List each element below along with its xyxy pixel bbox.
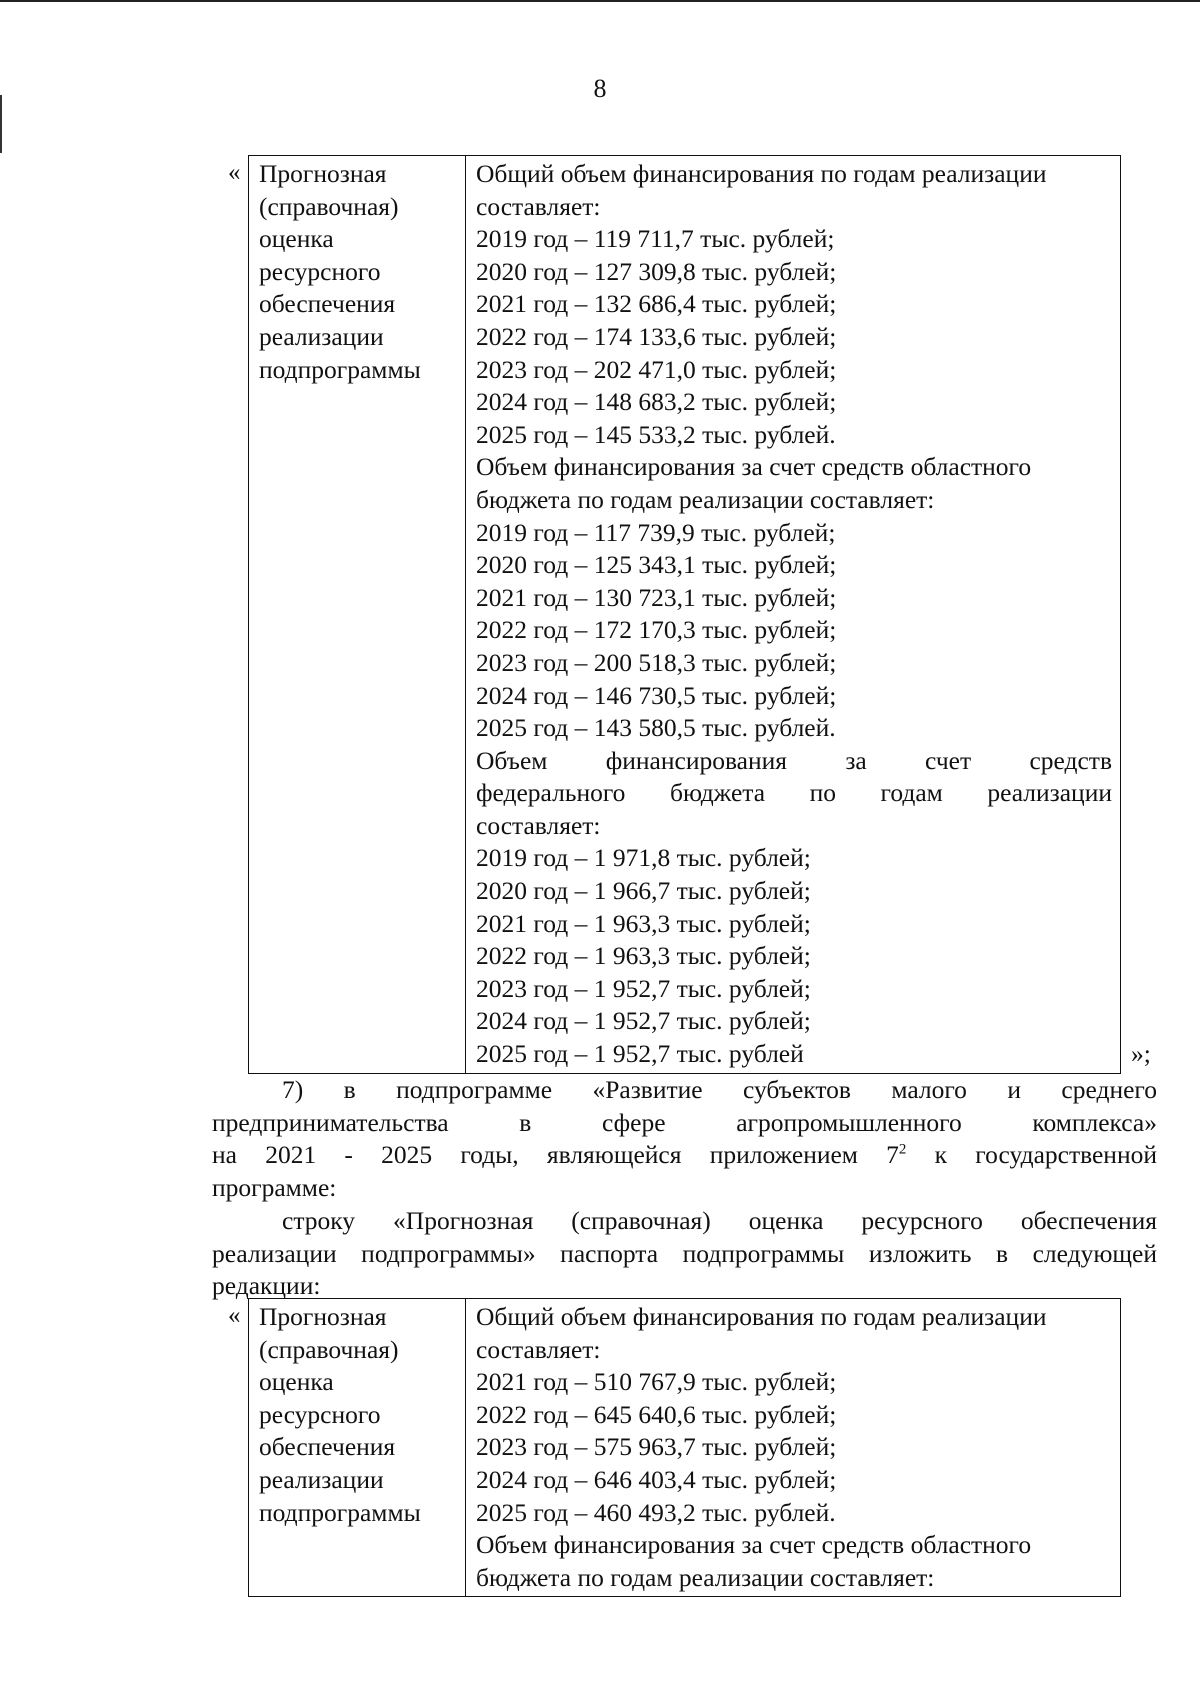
text-fragment: к государственной bbox=[906, 1140, 1157, 1170]
paragraph-line: строку «Прогнозная (справочная) оценка ресурсного обеспечения bbox=[282, 1206, 1157, 1235]
content-line: 2023 год – 202 471,0 тыс. рублей; bbox=[476, 354, 837, 384]
label-line: (справочная) bbox=[259, 191, 399, 221]
content-line: 2025 год – 460 493,2 тыс. рублей. bbox=[476, 1497, 836, 1527]
paragraph-item-7 bbox=[212, 1074, 1157, 1204]
resource-estimate-table-2 bbox=[248, 1298, 1121, 1597]
scan-edge bbox=[0, 0, 1200, 2]
content-line: составляет: bbox=[476, 191, 601, 221]
content-line: 2019 год – 1 971,8 тыс. рублей; bbox=[476, 843, 811, 873]
table-row bbox=[249, 1299, 1121, 1597]
content-line: Общий объем финансирования по годам реализации bbox=[476, 1302, 1047, 1331]
label-line: подпрограммы bbox=[259, 354, 421, 384]
content-line: 2022 год – 174 133,6 тыс. рублей; bbox=[476, 321, 837, 351]
content-line: 2025 год – 1 952,7 тыс. рублей bbox=[476, 1039, 804, 1069]
content-line: федерального бюджета по годам реализации bbox=[476, 778, 1112, 808]
page-number: 8 bbox=[593, 74, 607, 103]
label-line: подпрограммы bbox=[259, 1497, 421, 1527]
content-line: Объем финансирования за счет средств областного bbox=[476, 452, 1032, 482]
open-quote: « bbox=[228, 159, 241, 186]
row-content-cell bbox=[466, 1299, 1121, 1597]
content-line: 2024 год – 646 403,4 тыс. рублей; bbox=[476, 1464, 837, 1494]
label-line: Прогнозная bbox=[259, 159, 387, 188]
text-fragment: на 2021 - 2025 годы, являющейся приложением 7 bbox=[212, 1140, 899, 1170]
content-line: 2020 год – 125 343,1 тыс. рублей; bbox=[476, 550, 837, 580]
row-content-cell bbox=[466, 156, 1121, 1074]
close-quote: »; bbox=[1131, 1039, 1151, 1068]
superscript: 2 bbox=[898, 1141, 907, 1158]
label-line: обеспечения bbox=[259, 289, 396, 319]
content-line: составляет: bbox=[476, 1334, 601, 1364]
label-line: ресурсного bbox=[259, 1399, 381, 1429]
content-line: Объем финансирования за счет средств областного bbox=[476, 1530, 1032, 1560]
content-line: 2023 год – 200 518,3 тыс. рублей; bbox=[476, 647, 837, 677]
label-line: реализации bbox=[259, 321, 384, 351]
content-line: 2022 год – 172 170,3 тыс. рублей; bbox=[476, 615, 837, 645]
content-line: 2024 год – 1 952,7 тыс. рублей; bbox=[476, 1006, 811, 1036]
resource-estimate-table-1 bbox=[248, 155, 1121, 1074]
label-line: оценка bbox=[259, 1367, 334, 1397]
content-line: 2022 год – 645 640,6 тыс. рублей; bbox=[476, 1399, 837, 1429]
row-label-cell bbox=[249, 156, 466, 1074]
label-line: ресурсного bbox=[259, 256, 381, 286]
content-line: 2019 год – 117 739,9 тыс. рублей; bbox=[476, 517, 836, 547]
label-line: обеспечения bbox=[259, 1432, 396, 1462]
paragraph-line: программе: bbox=[212, 1172, 337, 1202]
content-line: 2021 год – 132 686,4 тыс. рублей; bbox=[476, 289, 837, 319]
content-line: 2020 год – 127 309,8 тыс. рублей; bbox=[476, 256, 837, 286]
paragraph-line: редакции: bbox=[212, 1271, 321, 1301]
content-line: бюджета по годам реализации составляет: bbox=[476, 1562, 935, 1592]
open-quote: « bbox=[228, 1302, 241, 1329]
content-line: 2020 год – 1 966,7 тыс. рублей; bbox=[476, 876, 811, 906]
label-line: реализации bbox=[259, 1464, 384, 1494]
content-line: 2023 год – 1 952,7 тыс. рублей; bbox=[476, 973, 811, 1003]
paragraph-line: реализации подпрограммы» паспорта подпрограммы изложить в следующей bbox=[212, 1238, 1157, 1268]
content-line: 2019 год – 119 711,7 тыс. рублей; bbox=[476, 224, 835, 254]
content-line: Общий объем финансирования по годам реализации bbox=[476, 159, 1047, 188]
paragraph-line: предпринимательства в сфере агропромышленного комплекса» bbox=[212, 1107, 1157, 1137]
row-label-cell bbox=[249, 1299, 466, 1597]
content-line: 2025 год – 143 580,5 тыс. рублей. bbox=[476, 713, 836, 743]
paragraph-line bbox=[212, 1139, 1157, 1172]
content-line: 2025 год – 145 533,2 тыс. рублей. bbox=[476, 419, 836, 449]
content-line: 2024 год – 148 683,2 тыс. рублей; bbox=[476, 387, 837, 417]
content-line: 2023 год – 575 963,7 тыс. рублей; bbox=[476, 1432, 837, 1462]
content-line: Объем финансирования за счет средств bbox=[476, 745, 1112, 775]
table-row bbox=[249, 156, 1121, 1074]
content-line: 2021 год – 510 767,9 тыс. рублей; bbox=[476, 1367, 837, 1397]
content-line: 2022 год – 1 963,3 тыс. рублей; bbox=[476, 941, 811, 971]
label-line: оценка bbox=[259, 224, 334, 254]
content-line: бюджета по годам реализации составляет: bbox=[476, 484, 935, 514]
paragraph-line: 7) в подпрограмме «Развитие субъектов малого и среднего bbox=[282, 1075, 1157, 1104]
content-line: 2024 год – 146 730,5 тыс. рублей; bbox=[476, 680, 837, 710]
paragraph-instruction bbox=[212, 1205, 1157, 1303]
content-line: 2021 год – 130 723,1 тыс. рублей; bbox=[476, 582, 837, 612]
content-line: 2021 год – 1 963,3 тыс. рублей; bbox=[476, 908, 811, 938]
content-line: составляет: bbox=[476, 810, 601, 840]
label-line: Прогнозная bbox=[259, 1302, 387, 1331]
label-line: (справочная) bbox=[259, 1334, 399, 1364]
